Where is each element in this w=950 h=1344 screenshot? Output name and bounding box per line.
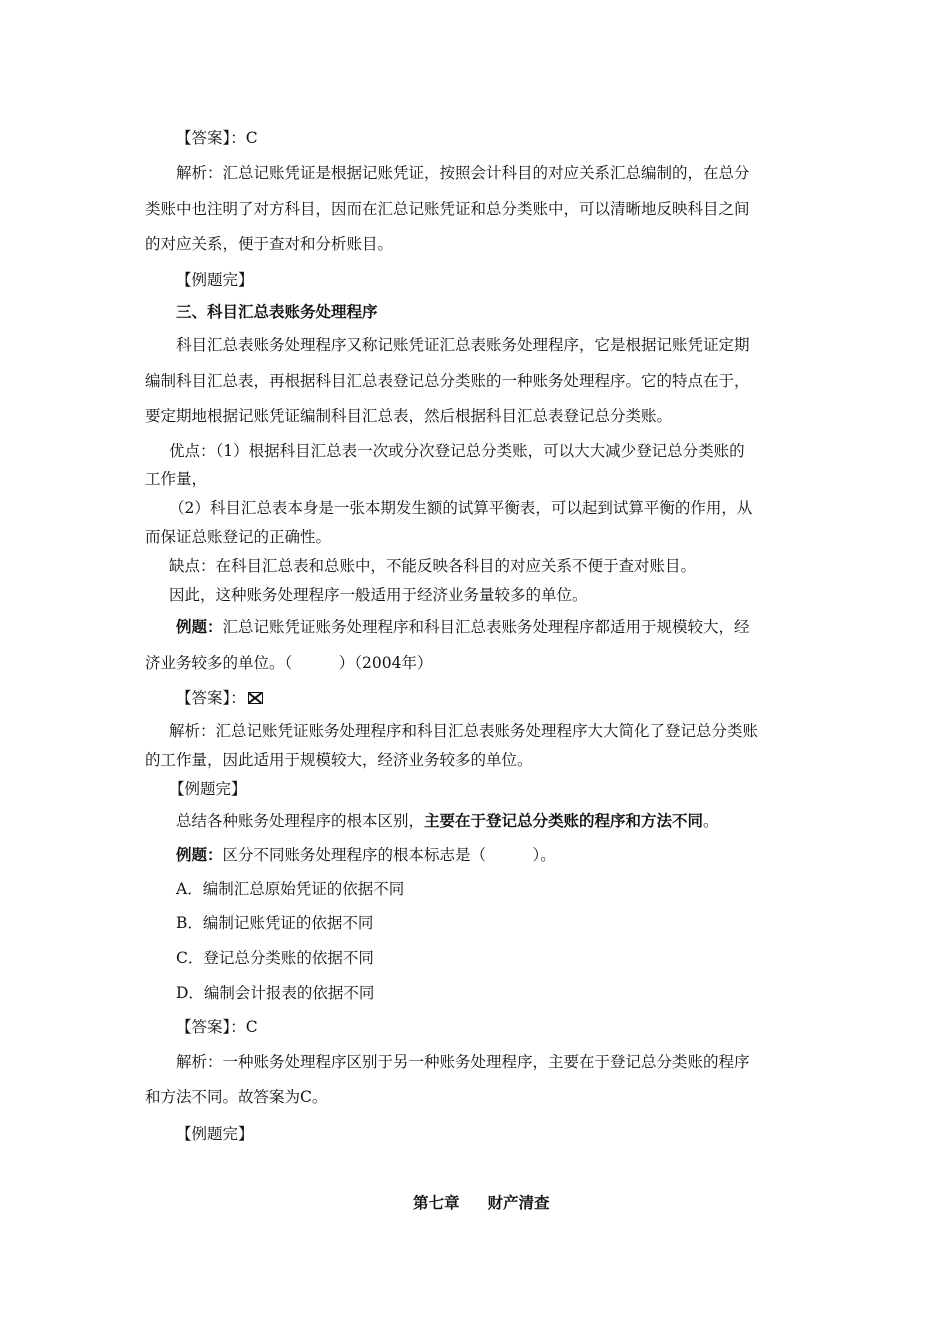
paragraph-line: 科目汇总表账务处理程序又称记账凭证汇总表账务处理程序，它是根据记账凭证定期 [176, 336, 750, 354]
summary-emphasis: 主要在于登记总分类账的程序和方法不同 [424, 811, 704, 830]
option-b: B．编制记账凭证的依据不同 [176, 914, 374, 932]
analysis-line: 解析：汇总记账凭证是根据记账凭证，按照会计科目的对应关系汇总编制的，在总分 [176, 164, 750, 182]
analysis-line: 和方法不同。故答案为C。 [145, 1088, 328, 1106]
example-label: 例题： [176, 845, 223, 864]
conclusion-line: 因此，这种账务处理程序一般适用于经济业务量较多的单位。 [169, 586, 588, 604]
example-question [176, 617, 750, 637]
example-question [176, 845, 556, 865]
example-question-text: 汇总记账凭证账务处理程序和科目汇总表账务处理程序都适用于规模较大，经 [222, 618, 750, 636]
advantage-line: 工作量， [145, 470, 208, 488]
paragraph-line: 要定期地根据记账凭证编制科目汇总表，然后根据科目汇总表登记总分类账。 [145, 407, 673, 425]
advantage-line: （2）科目汇总表本身是一张本期发生额的试算平衡表，可以起到试算平衡的作用，从 [169, 499, 753, 517]
chapter-title: 财产清查 [487, 1193, 550, 1212]
example-end: 【例题完】 [169, 780, 247, 798]
chapter-heading [413, 1193, 550, 1213]
answer-value: C [245, 1018, 258, 1036]
chapter-number: 第七章 [413, 1193, 460, 1212]
answer-line-2 [176, 688, 263, 708]
example-question-line: 济业务较多的单位。（ ）（2004年） [145, 654, 433, 672]
example-question-text: 区分不同账务处理程序的根本标志是（ ）。 [222, 846, 556, 864]
example-end: 【例题完】 [176, 1125, 254, 1143]
cross-box-icon [248, 692, 263, 704]
summary-suffix: 。 [703, 812, 719, 830]
example-label: 例题： [176, 617, 223, 636]
example-end: 【例题完】 [176, 271, 254, 289]
answer-label: 【答案】： [176, 129, 246, 147]
analysis-line: 的对应关系，便于查对和分析账目。 [145, 235, 394, 253]
paragraph-line: 编制科目汇总表，再根据科目汇总表登记总分类账的一种账务处理程序。它的特点在于， [145, 372, 750, 390]
analysis-line: 解析：一种账务处理程序区别于另一种账务处理程序，主要在于登记总分类账的程序 [176, 1053, 750, 1071]
analysis-line: 解析：汇总记账凭证账务处理程序和科目汇总表账务处理程序大大简化了登记总分类账 [169, 722, 759, 740]
option-c: C．登记总分类账的依据不同 [176, 949, 374, 967]
disadvantage-line: 缺点：在科目汇总表和总账中，不能反映各科目的对应关系不便于查对账目。 [169, 557, 697, 575]
section-heading: 三、科目汇总表账务处理程序 [176, 302, 378, 321]
answer-line-3 [176, 1017, 258, 1037]
option-d: D．编制会计报表的依据不同 [176, 984, 375, 1002]
answer-value: C [245, 129, 258, 147]
answer-label: 【答案】： [176, 1018, 246, 1036]
answer-label: 【答案】： [176, 689, 246, 707]
option-a: A．编制汇总原始凭证的依据不同 [176, 880, 405, 898]
advantage-line: 优点：（1）根据科目汇总表一次或分次登记总分类账，可以大大减少登记总分类账的 [169, 442, 745, 460]
advantage-line: 而保证总账登记的正确性。 [145, 528, 332, 546]
analysis-line: 的工作量，因此适用于规模较大，经济业务较多的单位。 [145, 751, 533, 769]
answer-line-1 [176, 128, 258, 148]
analysis-line: 类账中也注明了对方科目，因而在汇总记账凭证和总分类账中，可以清晰地反映科目之间 [145, 200, 750, 218]
summary-prefix: 总结各种账务处理程序的根本区别， [176, 812, 425, 830]
summary-line [176, 811, 719, 831]
